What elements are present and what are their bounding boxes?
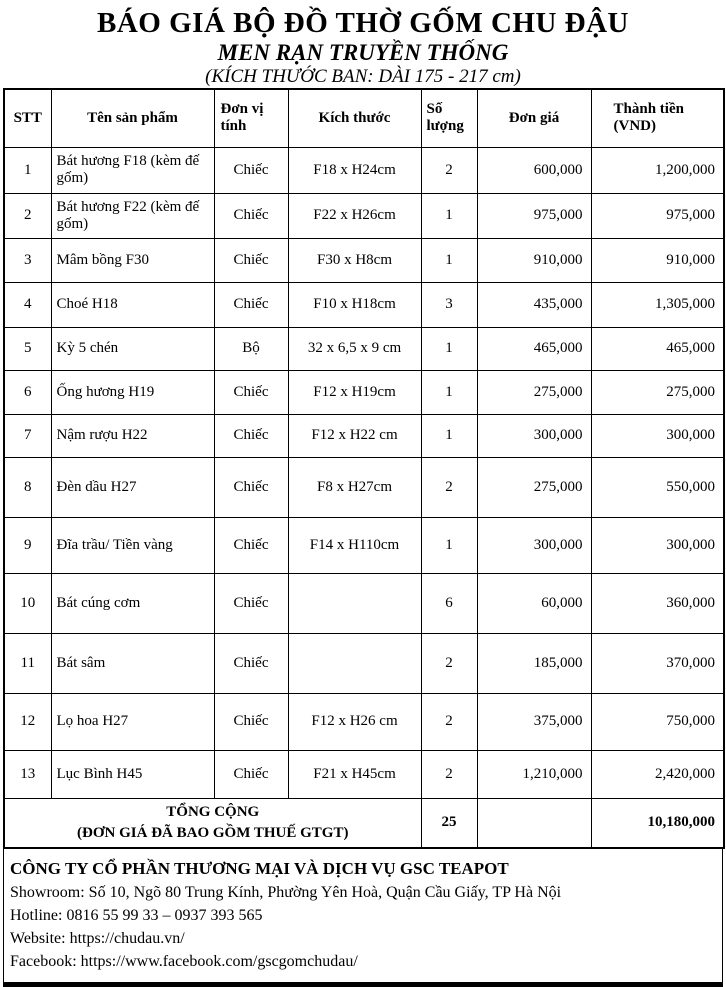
document-subtitle: MEN RẠN TRUYỀN THỐNG (217, 40, 509, 65)
cell-unit: Chiếc (214, 633, 288, 693)
cell-qty: 1 (421, 238, 477, 282)
cell-total: 300,000 (591, 414, 724, 457)
grand-total-label-line2: (ĐƠN GIÁ ĐÃ BAO GỒM THUẾ GTGT) (77, 824, 349, 841)
cell-total: 465,000 (591, 327, 724, 370)
table-row (4, 370, 724, 414)
cell-stt: 13 (4, 750, 51, 798)
cell-size (288, 573, 421, 633)
cell-name: Lục Bình H45 (51, 750, 214, 798)
cell-qty: 1 (421, 327, 477, 370)
col-header-total-line2: (VND) (613, 118, 656, 135)
facebook-url: Facebook: https://www.facebook.com/gscgomchudau/ (10, 953, 358, 970)
table-row (4, 693, 724, 750)
table-row (4, 193, 724, 238)
cell-name: Mâm bồng F30 (51, 238, 214, 282)
cell-stt: 1 (4, 147, 51, 193)
table-row (4, 633, 724, 693)
cell-size: F22 x H26cm (288, 193, 421, 238)
cell-name: Bát hương F18 (kèm đế gốm) (51, 147, 214, 193)
cell-stt: 4 (4, 282, 51, 327)
cell-name: Đĩa trầu/ Tiền vàng (51, 517, 214, 573)
cell-qty: 2 (421, 457, 477, 517)
cell-total: 975,000 (591, 193, 724, 238)
website-url: Website: https://chudau.vn/ (10, 930, 185, 947)
cell-total: 750,000 (591, 693, 724, 750)
col-header-name: Tên sản phẩm (51, 89, 214, 147)
cell-unit: Chiếc (214, 370, 288, 414)
document-size-note: (KÍCH THƯỚC BAN: DÀI 175 - 217 cm) (205, 66, 521, 87)
showroom-address: Showroom: Số 10, Ngõ 80 Trung Kính, Phường Yên Hoà, Quận Cầu Giấy, TP Hà Nội (10, 884, 562, 901)
cell-unit: Chiếc (214, 147, 288, 193)
col-header-size: Kích thước (288, 89, 421, 147)
cell-size: F21 x H45cm (288, 750, 421, 798)
cell-size: F12 x H19cm (288, 370, 421, 414)
grand-total-amount: 10,180,000 (591, 798, 724, 848)
cell-unit: Chiếc (214, 750, 288, 798)
col-header-unit-price: Đơn giá (477, 89, 591, 147)
cell-size: F14 x H110cm (288, 517, 421, 573)
cell-qty: 1 (421, 414, 477, 457)
cell-stt: 2 (4, 193, 51, 238)
cell-unit-price: 185,000 (477, 633, 591, 693)
cell-size: F12 x H22 cm (288, 414, 421, 457)
hotline-numbers: Hotline: 0816 55 99 33 – 0937 393 565 (10, 907, 263, 924)
col-header-total (591, 89, 724, 147)
cell-qty: 3 (421, 282, 477, 327)
price-table-head (4, 89, 724, 147)
cell-name: Bát sâm (51, 633, 214, 693)
cell-name: Kỳ 5 chén (51, 327, 214, 370)
cell-unit: Chiếc (214, 573, 288, 633)
cell-unit-price: 910,000 (477, 238, 591, 282)
cell-unit-price: 600,000 (477, 147, 591, 193)
cell-stt: 10 (4, 573, 51, 633)
table-row (4, 327, 724, 370)
cell-unit-price: 275,000 (477, 457, 591, 517)
cell-unit-price: 60,000 (477, 573, 591, 633)
cell-size: 32 x 6,5 x 9 cm (288, 327, 421, 370)
cell-stt: 6 (4, 370, 51, 414)
grand-total-qty: 25 (421, 798, 477, 848)
cell-total: 370,000 (591, 633, 724, 693)
price-table-body (4, 147, 724, 848)
header-row (4, 89, 724, 147)
cell-name: Lọ hoa H27 (51, 693, 214, 750)
grand-total-unit-price (477, 798, 591, 848)
cell-name: Choé H18 (51, 282, 214, 327)
cell-unit-price: 275,000 (477, 370, 591, 414)
table-row (4, 750, 724, 798)
cell-stt: 11 (4, 633, 51, 693)
cell-name: Đèn dầu H27 (51, 457, 214, 517)
cell-unit: Chiếc (214, 414, 288, 457)
table-row (4, 517, 724, 573)
cell-unit: Chiếc (214, 282, 288, 327)
cell-stt: 8 (4, 457, 51, 517)
cell-total: 2,420,000 (591, 750, 724, 798)
cell-size: F10 x H18cm (288, 282, 421, 327)
cell-qty: 1 (421, 370, 477, 414)
col-header-unit: Đơn vị tính (214, 89, 288, 147)
cell-unit: Chiếc (214, 238, 288, 282)
company-name: CÔNG TY CỔ PHẦN THƯƠNG MẠI VÀ DỊCH VỤ GSC TEAPOT (10, 859, 509, 878)
cell-stt: 12 (4, 693, 51, 750)
table-row (4, 147, 724, 193)
col-header-qty: Số lượng (421, 89, 477, 147)
cell-qty: 2 (421, 633, 477, 693)
cell-unit: Chiếc (214, 193, 288, 238)
grand-total-label-line1: TỔNG CỘNG (166, 803, 260, 820)
cell-name: Nậm rượu H22 (51, 414, 214, 457)
cell-size: F8 x H27cm (288, 457, 421, 517)
cell-stt: 9 (4, 517, 51, 573)
cell-qty: 2 (421, 693, 477, 750)
cell-qty: 6 (421, 573, 477, 633)
cell-name: Bát cúng cơm (51, 573, 214, 633)
cell-unit: Chiếc (214, 517, 288, 573)
cell-total: 300,000 (591, 517, 724, 573)
cell-unit-price: 1,210,000 (477, 750, 591, 798)
company-info-footer (3, 849, 723, 987)
cell-unit: Chiếc (214, 457, 288, 517)
cell-stt: 7 (4, 414, 51, 457)
cell-size: F12 x H26 cm (288, 693, 421, 750)
price-table (3, 88, 725, 849)
cell-qty: 2 (421, 750, 477, 798)
table-row (4, 414, 724, 457)
cell-qty: 2 (421, 147, 477, 193)
grand-total-label (4, 798, 421, 848)
cell-size: F18 x H24cm (288, 147, 421, 193)
document-title: BÁO GIÁ BỘ ĐỒ THỜ GỐM CHU ĐẬU (97, 7, 629, 39)
table-row (4, 457, 724, 517)
cell-total: 275,000 (591, 370, 724, 414)
cell-total: 1,305,000 (591, 282, 724, 327)
cell-size: F30 x H8cm (288, 238, 421, 282)
cell-unit-price: 435,000 (477, 282, 591, 327)
cell-unit-price: 975,000 (477, 193, 591, 238)
cell-total: 550,000 (591, 457, 724, 517)
table-row (4, 282, 724, 327)
cell-unit-price: 300,000 (477, 517, 591, 573)
cell-size (288, 633, 421, 693)
cell-qty: 1 (421, 193, 477, 238)
col-header-stt: STT (4, 89, 51, 147)
cell-qty: 1 (421, 517, 477, 573)
table-row (4, 573, 724, 633)
cell-total: 360,000 (591, 573, 724, 633)
table-row (4, 238, 724, 282)
grand-total-row (4, 798, 724, 848)
cell-unit-price: 375,000 (477, 693, 591, 750)
cell-stt: 3 (4, 238, 51, 282)
cell-total: 1,200,000 (591, 147, 724, 193)
cell-stt: 5 (4, 327, 51, 370)
col-header-total-line1: Thành tiền (613, 101, 684, 118)
cell-name: Ống hương H19 (51, 370, 214, 414)
cell-unit: Chiếc (214, 693, 288, 750)
cell-unit-price: 300,000 (477, 414, 591, 457)
cell-unit: Bộ (214, 327, 288, 370)
document-header (0, 0, 726, 88)
cell-name: Bát hương F22 (kèm đế gốm) (51, 193, 214, 238)
cell-total: 910,000 (591, 238, 724, 282)
cell-unit-price: 465,000 (477, 327, 591, 370)
